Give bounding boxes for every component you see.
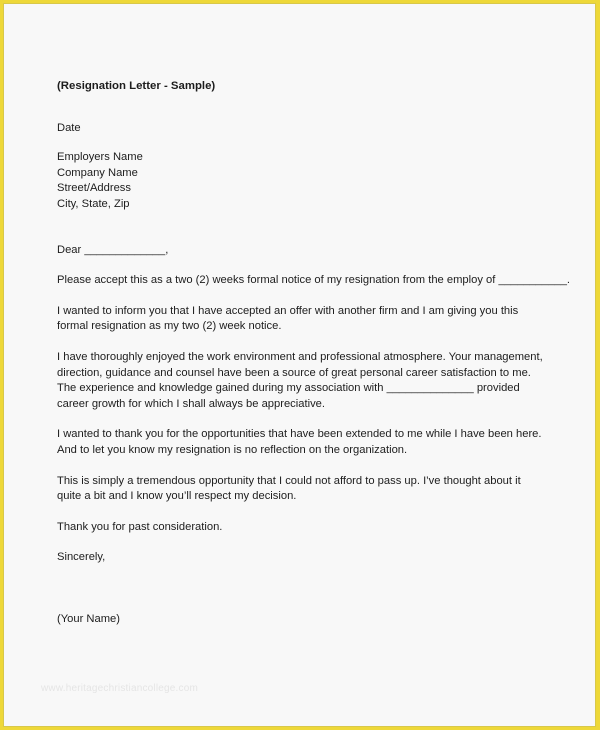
paragraph-thanks-opportunities: [57, 427, 557, 458]
paragraph-line: career growth for which I shall always be appreciative.: [57, 397, 326, 410]
paragraph-opportunity: [57, 474, 557, 505]
address-company-name: Company Name: [57, 166, 138, 179]
thanks-line: Thank you for past consideration.: [57, 520, 223, 533]
paragraph-line: This is simply a tremendous opportunity that I could not afford to pass up. I’ve thought about it: [57, 474, 521, 487]
paragraph-line: And to let you know my resignation is no reflection on the organization.: [57, 443, 408, 456]
recipient-address: [57, 150, 557, 212]
paragraph-offer: [57, 304, 557, 335]
paragraph-line: formal resignation as my two (2) week notice.: [57, 320, 282, 333]
paragraph-line: The experience and knowledge gained during my association with ______________ provided: [57, 382, 520, 395]
letter-title: (Resignation Letter - Sample): [57, 80, 216, 92]
signature-name: (Your Name): [57, 612, 121, 625]
paragraph-line: quite a bit and I know you’ll respect my decision.: [57, 490, 297, 503]
paragraph-environment: [57, 350, 557, 412]
paragraph-line: I wanted to thank you for the opportunities that have been extended to me while I have been here.: [57, 428, 542, 441]
paragraph-line: direction, guidance and counsel have been a source of great personal career satisfaction to me.: [57, 366, 531, 379]
paragraph-notice: [57, 273, 571, 289]
paragraph-line: I wanted to inform you that I have accepted an offer with another firm and I am giving you this: [57, 304, 519, 317]
paragraph-line: Please accept this as a two (2) weeks formal notice of my resignation from the employ of ___________.: [57, 274, 571, 287]
closing-line: Sincerely,: [57, 551, 106, 564]
paragraph-line: I have thoroughly enjoyed the work environment and professional atmosphere. Your management,: [57, 350, 543, 363]
address-street: Street/Address: [57, 182, 131, 195]
date-line: Date: [57, 121, 81, 134]
watermark-text: www.heritagechristiancollege.com: [41, 683, 199, 694]
letter-page: [3, 3, 596, 727]
letter-body: [57, 79, 571, 627]
salutation: Dear _____________,: [57, 243, 169, 256]
address-employer-name: Employers Name: [57, 151, 143, 164]
address-city-state-zip: City, State, Zip: [57, 197, 130, 210]
